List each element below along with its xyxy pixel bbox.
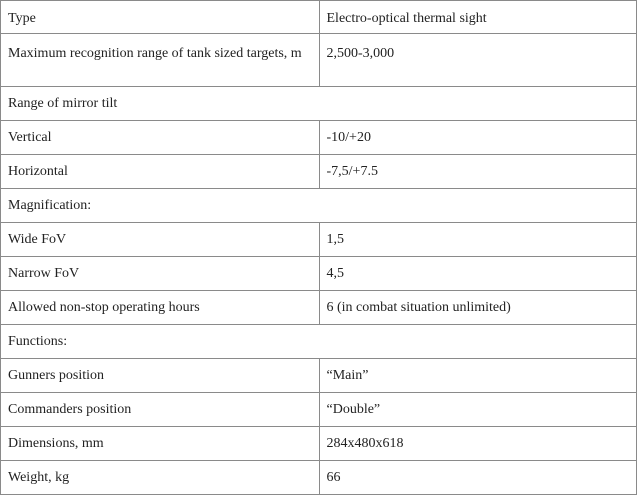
table-row — [1, 257, 637, 291]
row-value: 2,500-3,000 — [319, 34, 637, 87]
section-label: Range of mirror tilt — [1, 87, 637, 121]
section-label: Magnification: — [1, 189, 637, 223]
table-row — [1, 291, 637, 325]
table-row — [1, 121, 637, 155]
row-label: Gunners position — [1, 359, 320, 393]
row-label: Maximum recognition range of tank sized targets, m — [1, 34, 320, 87]
section-label: Functions: — [1, 325, 637, 359]
row-value: 66 — [319, 461, 637, 495]
table-row — [1, 223, 637, 257]
row-label: Type — [1, 1, 320, 34]
table-row — [1, 393, 637, 427]
table-row — [1, 427, 637, 461]
table-row — [1, 34, 637, 87]
row-label: Allowed non-stop operating hours — [1, 291, 320, 325]
table-row — [1, 461, 637, 495]
row-value: -7,5/+7.5 — [319, 155, 637, 189]
row-label: Horizontal — [1, 155, 320, 189]
section-row — [1, 325, 637, 359]
row-label: Vertical — [1, 121, 320, 155]
row-label: Dimensions, mm — [1, 427, 320, 461]
row-label: Wide FoV — [1, 223, 320, 257]
row-label: Commanders position — [1, 393, 320, 427]
section-row — [1, 87, 637, 121]
table-row — [1, 359, 637, 393]
row-value: Electro-optical thermal sight — [319, 1, 637, 34]
section-row — [1, 189, 637, 223]
row-value: “Double” — [319, 393, 637, 427]
row-value: 4,5 — [319, 257, 637, 291]
row-value: 6 (in combat situation unlimited) — [319, 291, 637, 325]
row-value: -10/+20 — [319, 121, 637, 155]
row-label: Narrow FoV — [1, 257, 320, 291]
table-row — [1, 155, 637, 189]
row-value: “Main” — [319, 359, 637, 393]
row-label: Weight, kg — [1, 461, 320, 495]
row-value: 1,5 — [319, 223, 637, 257]
row-value: 284x480x618 — [319, 427, 637, 461]
table-row — [1, 1, 637, 34]
